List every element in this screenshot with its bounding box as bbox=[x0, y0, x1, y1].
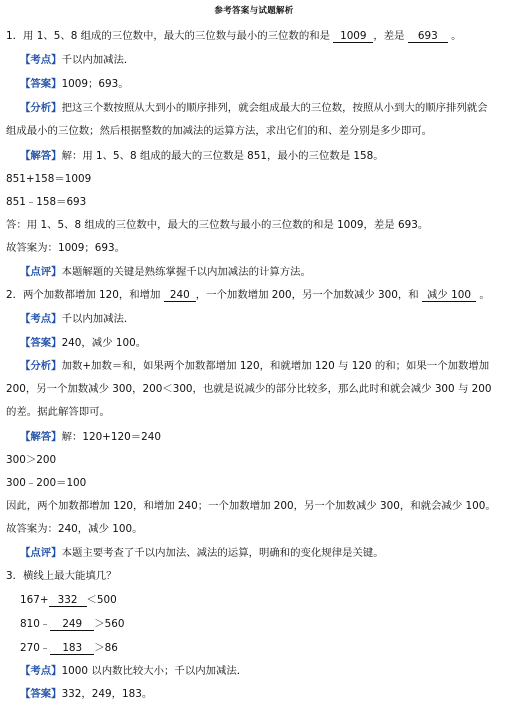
answer-blank: 693 bbox=[408, 30, 448, 43]
question-number: 2． bbox=[6, 289, 24, 301]
answer-line: 【答案】1009；693。 bbox=[20, 78, 129, 90]
expression-line: 810﹣ 249 ＞560 bbox=[20, 618, 125, 630]
calc-line: 300＞200 bbox=[6, 454, 57, 466]
answer-blank: 减少 100 bbox=[422, 289, 476, 302]
answer-blank: 240 bbox=[164, 289, 196, 302]
question-number: 1． bbox=[6, 30, 24, 42]
solution-line: 【解答】解：120+120＝240 bbox=[20, 431, 161, 443]
answer-blank: 249 bbox=[50, 618, 94, 631]
answer-blank: 332 bbox=[49, 594, 87, 607]
question-3-stem: 3．横线上最大能填几？ bbox=[6, 570, 117, 582]
page-title: 参考答案与试题解析 bbox=[214, 6, 294, 16]
comment-line: 【点评】本题主要考查了千以内加法、减法的运算，明确和的变化规律是关键。 bbox=[20, 547, 384, 559]
answer-blank: 1009 bbox=[333, 30, 373, 43]
question-1-stem: 1．用 1、5、8 组成的三位数中，最大的三位数与最小的三位数的和是 1009 ，差是 693 。 bbox=[6, 30, 462, 42]
answer-blank: 183 bbox=[50, 642, 94, 655]
kaodian-line: 【考点】千以内加减法． bbox=[20, 54, 135, 66]
analysis-line-cont: 组成最小的三位数；然后根据整数的加减法的运算方法，求出它们的和、差分别是多少即可。 bbox=[6, 125, 433, 137]
conclusion-line: 因此，两个加数都增加 120，和增加 240；一个加数增加 200，另一个加数减少 300，和就会减少 100。 bbox=[6, 500, 496, 512]
question-number: 3． bbox=[6, 570, 24, 582]
calc-line: 851﹣158＝693 bbox=[6, 196, 87, 208]
final-answer-line: 故答案为：240，减少 100。 bbox=[6, 523, 143, 535]
expression-line: 270﹣ 183 ＞86 bbox=[20, 642, 118, 654]
conclusion-line: 答：用 1、5、8 组成的三位数中，最大的三位数与最小的三位数的和是 1009，差是 693。 bbox=[6, 219, 429, 231]
kaodian-line: 【考点】1000 以内数比较大小；千以内加减法． bbox=[20, 665, 248, 677]
analysis-line: 【分析】把这三个数按照从大到小的顺序排列，就会组成最大的三位数，按照从小到大的顺序排列就会 bbox=[20, 102, 488, 114]
question-2-stem: 2．两个加数都增加 120，和增加 240 ，一个加数增加 200，另一个加数减少 300，和 减少 100 。 bbox=[6, 289, 490, 301]
answer-line: 【答案】240，减少 100。 bbox=[20, 337, 147, 349]
calc-line: 300﹣200＝100 bbox=[6, 477, 87, 489]
analysis-line-cont: 的差。据此解答即可。 bbox=[6, 406, 110, 418]
analysis-line-cont: 200，另一个加数减少 300，200＜300，也就是说减少的部分比较多，那么此时和就会减少 300 与 200 bbox=[6, 383, 492, 395]
calc-line: 851+158＝1009 bbox=[6, 173, 92, 185]
solution-line: 【解答】解：用 1、5、8 组成的最大的三位数是 851，最小的三位数是 158。 bbox=[20, 150, 384, 162]
answer-line: 【答案】332，249，183。 bbox=[20, 688, 153, 700]
final-answer-line: 故答案为：1009；693。 bbox=[6, 242, 126, 254]
analysis-line: 【分析】加数+加数＝和，如果两个加数都增加 120，和就增加 120 与 120 的和；如果一个加数增加 bbox=[20, 360, 490, 372]
expression-line: 167+ 332 ＜500 bbox=[20, 594, 117, 606]
comment-line: 【点评】本题解题的关键是熟练掌握千以内加减法的计算方法。 bbox=[20, 266, 311, 278]
kaodian-line: 【考点】千以内加减法． bbox=[20, 313, 135, 325]
